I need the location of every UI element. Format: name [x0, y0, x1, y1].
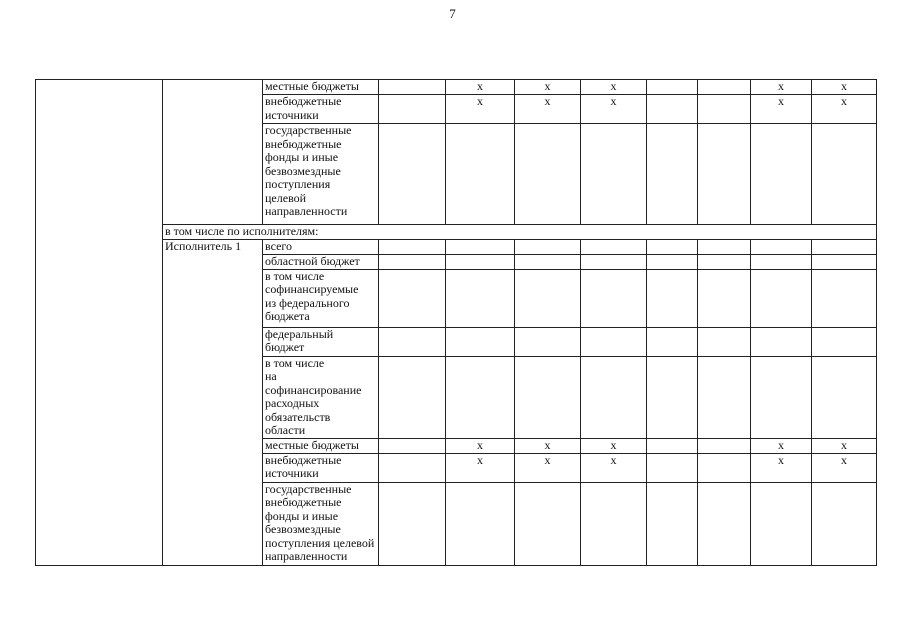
- value-cell: [647, 327, 698, 356]
- funding-source-label: областной бюджет: [263, 254, 379, 269]
- value-cell: х: [581, 80, 647, 95]
- measure-cell: [36, 80, 163, 566]
- value-cell: х: [812, 453, 877, 482]
- value-cell: х: [751, 80, 812, 95]
- value-cell: [379, 124, 446, 225]
- value-cell: [812, 482, 877, 565]
- value-cell: х: [812, 80, 877, 95]
- value-cell: х: [446, 80, 515, 95]
- value-cell: [812, 356, 877, 438]
- value-cell: [647, 269, 698, 327]
- value-cell: [647, 80, 698, 95]
- value-cell: [515, 482, 581, 565]
- value-cell: [446, 356, 515, 438]
- value-cell: х: [581, 438, 647, 453]
- program-cell: [163, 80, 263, 225]
- value-cell: [647, 453, 698, 482]
- page-number: 7: [449, 6, 456, 21]
- funding-source-label: в том числе софинансируемые из федерального бюджета: [263, 269, 379, 327]
- value-cell: [812, 254, 877, 269]
- value-cell: х: [515, 95, 581, 124]
- value-cell: [446, 327, 515, 356]
- value-cell: [698, 453, 751, 482]
- value-cell: [581, 356, 647, 438]
- value-cell: [446, 254, 515, 269]
- value-cell: х: [446, 95, 515, 124]
- value-cell: [446, 482, 515, 565]
- value-cell: [812, 269, 877, 327]
- value-cell: [647, 95, 698, 124]
- value-cell: [379, 80, 446, 95]
- value-cell: [515, 327, 581, 356]
- funding-source-label: внебюджетные источники: [263, 453, 379, 482]
- value-cell: [647, 124, 698, 225]
- executors-subheading: в том числе по исполнителям:: [163, 225, 877, 240]
- table-row: [36, 80, 877, 95]
- value-cell: [581, 482, 647, 565]
- value-cell: х: [446, 453, 515, 482]
- value-cell: [581, 254, 647, 269]
- value-cell: [698, 356, 751, 438]
- value-cell: х: [515, 438, 581, 453]
- funding-source-label: государственные внебюджетные фонды и иные безвозмездные поступления целевой направленности: [263, 124, 379, 225]
- value-cell: [647, 356, 698, 438]
- value-cell: [751, 356, 812, 438]
- value-cell: [647, 239, 698, 254]
- value-cell: [379, 356, 446, 438]
- value-cell: [698, 124, 751, 225]
- executor-name: Исполнитель 1: [163, 239, 263, 565]
- value-cell: [379, 239, 446, 254]
- value-cell: [379, 453, 446, 482]
- value-cell: [379, 482, 446, 565]
- value-cell: х: [812, 95, 877, 124]
- value-cell: [446, 239, 515, 254]
- value-cell: х: [812, 438, 877, 453]
- funding-source-label: в том числе на софинансирование расходных обязательств области: [263, 356, 379, 438]
- value-cell: [647, 482, 698, 565]
- value-cell: [581, 327, 647, 356]
- value-cell: х: [515, 453, 581, 482]
- value-cell: [581, 269, 647, 327]
- value-cell: [379, 438, 446, 453]
- table-row: [36, 239, 877, 254]
- value-cell: [698, 438, 751, 453]
- value-cell: х: [446, 438, 515, 453]
- value-cell: х: [751, 95, 812, 124]
- value-cell: [379, 254, 446, 269]
- value-cell: [698, 80, 751, 95]
- value-cell: [515, 239, 581, 254]
- value-cell: х: [751, 453, 812, 482]
- funding-source-label: местные бюджеты: [263, 438, 379, 453]
- value-cell: [698, 95, 751, 124]
- value-cell: [446, 269, 515, 327]
- value-cell: [751, 254, 812, 269]
- value-cell: [446, 124, 515, 225]
- value-cell: [812, 327, 877, 356]
- funding-source-label: федеральный бюджет: [263, 327, 379, 356]
- value-cell: [812, 124, 877, 225]
- value-cell: [751, 269, 812, 327]
- value-cell: [698, 327, 751, 356]
- funding-source-label: всего: [263, 239, 379, 254]
- value-cell: [698, 254, 751, 269]
- value-cell: [515, 356, 581, 438]
- value-cell: [751, 482, 812, 565]
- value-cell: [379, 95, 446, 124]
- value-cell: [379, 327, 446, 356]
- funding-source-label: местные бюджеты: [263, 80, 379, 95]
- value-cell: [751, 239, 812, 254]
- value-cell: [515, 269, 581, 327]
- value-cell: [581, 239, 647, 254]
- value-cell: [698, 269, 751, 327]
- value-cell: [751, 124, 812, 225]
- value-cell: [647, 254, 698, 269]
- value-cell: [581, 124, 647, 225]
- value-cell: [515, 254, 581, 269]
- value-cell: [698, 239, 751, 254]
- value-cell: [698, 482, 751, 565]
- value-cell: х: [581, 95, 647, 124]
- value-cell: [751, 327, 812, 356]
- funding-source-label: государственные внебюджетные фонды и иные безвозмездные поступления целевой направленности: [263, 482, 379, 565]
- value-cell: х: [515, 80, 581, 95]
- funding-table: [35, 79, 877, 566]
- value-cell: [379, 269, 446, 327]
- value-cell: х: [581, 453, 647, 482]
- value-cell: [647, 438, 698, 453]
- value-cell: [812, 239, 877, 254]
- table-row: [36, 225, 877, 240]
- funding-source-label: внебюджетные источники: [263, 95, 379, 124]
- value-cell: [515, 124, 581, 225]
- value-cell: х: [751, 438, 812, 453]
